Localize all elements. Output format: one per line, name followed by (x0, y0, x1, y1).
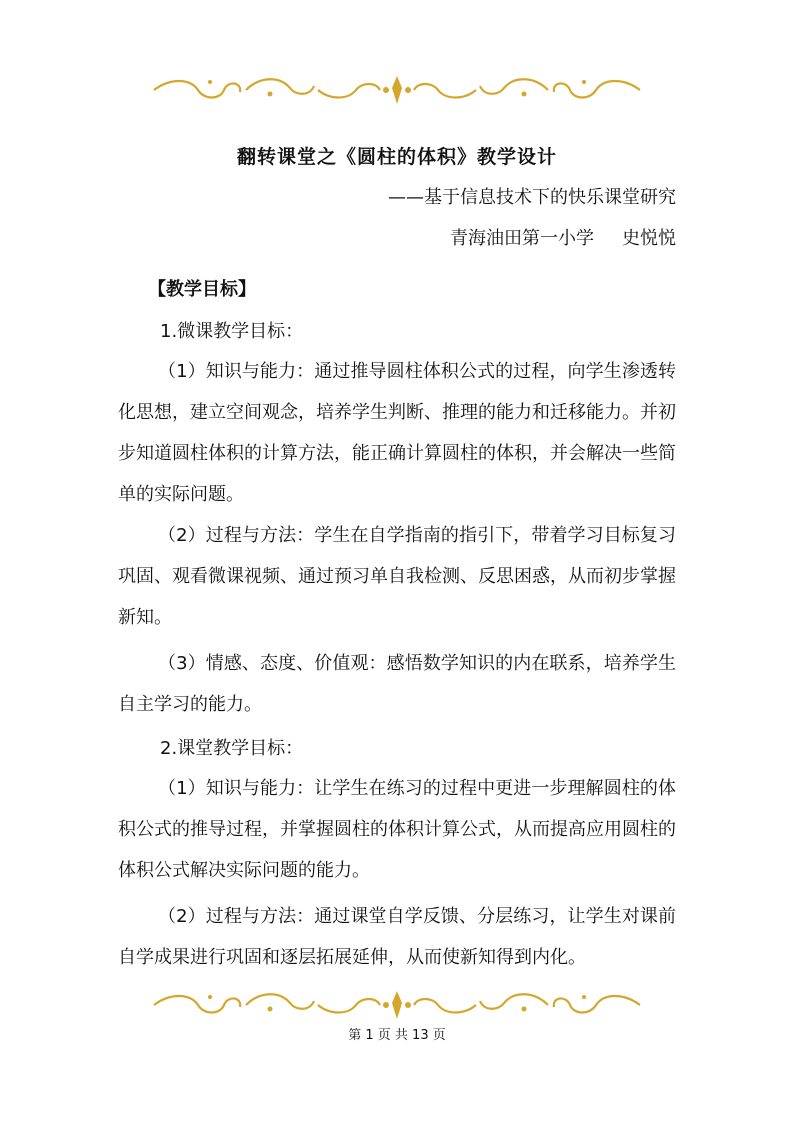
document-title: 翻转课堂之《圆柱的体积》教学设计 (236, 146, 557, 168)
paragraph-1-text: （1）知识与能力：通过推导圆柱体积公式的过程，向学生渗透转化思想，建立空间观念，培养学生判断、推理的能力和迁移能力。并初步知道圆柱体积的计算方法，能正确计算圆柱的体积，并会解决一些简单的实际问题。 (118, 361, 676, 505)
paragraph-2-text: （2）过程与方法：学生在自学指南的指引下，带着学习目标复习巩固、观看微课视频、通过预习单自我检测、反思困惑，从而初步掌握新知。 (118, 525, 676, 628)
author-line (450, 224, 676, 250)
document-subtitle: ——基于信息技术下的快乐课堂研究 (388, 187, 676, 208)
paragraph-3 (118, 643, 676, 725)
author-name: 史悦悦 (622, 228, 676, 249)
objective-item-1: 1.微课教学目标： (160, 321, 304, 342)
ornament-swirl-icon (150, 70, 644, 110)
objective-item-2: 2.课堂教学目标： (160, 738, 304, 759)
ornament-swirl-icon (150, 985, 644, 1025)
section-heading: 【教学目标】 (148, 279, 256, 300)
paragraph-4-text: （1）知识与能力：让学生在练习的过程中更进一步理解圆柱的体积公式的推导过程，并掌握圆柱的体积计算公式，从而提高应用圆柱的体积公式解决实际问题的能力。 (118, 778, 676, 881)
paragraph-2 (118, 515, 676, 638)
school-name: 青海油田第一小学 (450, 228, 594, 249)
paragraph-5 (118, 896, 676, 978)
bottom-ornament-divider (150, 985, 644, 1025)
paragraph-1 (118, 351, 676, 515)
paragraph-3-text: （3）情感、态度、价值观：感悟数学知识的内在联系，培养学生自主学习的能力。 (118, 653, 676, 715)
page-number: 第 1 页 共 13 页 (348, 1028, 446, 1043)
paragraph-4 (118, 768, 676, 891)
paragraph-5-text: （2）过程与方法：通过课堂自学反馈、分层练习，让学生对课前自学成果进行巩固和逐层拓展延伸，从而使新知得到内化。 (118, 906, 676, 968)
top-ornament-divider (150, 70, 644, 110)
